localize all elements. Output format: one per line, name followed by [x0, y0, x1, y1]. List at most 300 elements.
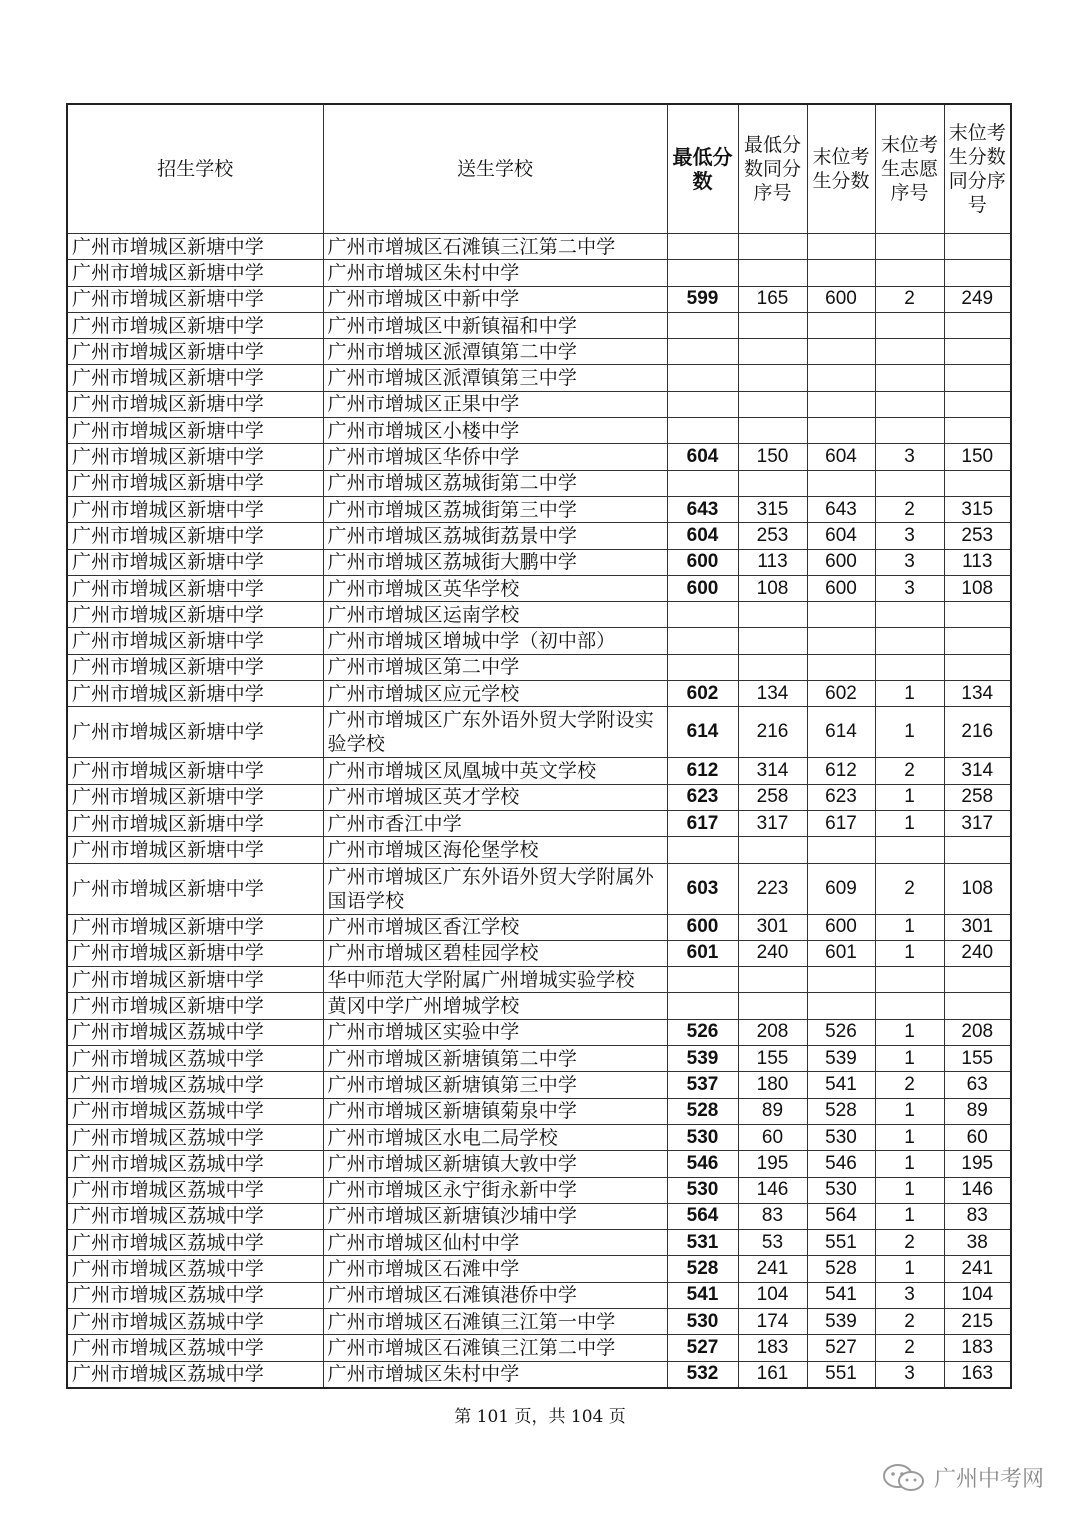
score-detail-cell — [944, 628, 1011, 654]
min-score-cell: 602 — [667, 681, 738, 707]
min-score-cell — [667, 391, 738, 417]
score-detail-cell: 1 — [875, 1098, 944, 1124]
score-detail-cell: 1 — [875, 1046, 944, 1072]
min-score-cell — [667, 837, 738, 863]
score-detail-cell — [807, 470, 875, 496]
header-cell: 招生学校 — [67, 104, 323, 234]
score-detail-cell: 195 — [944, 1151, 1011, 1177]
score-detail-cell: 2 — [875, 1230, 944, 1256]
score-detail-cell — [738, 993, 807, 1019]
score-detail-cell — [807, 654, 875, 680]
watermark — [882, 1462, 1044, 1493]
score-detail-cell: 643 — [807, 496, 875, 522]
table-row — [67, 1177, 1011, 1203]
min-score-cell: 539 — [667, 1046, 738, 1072]
score-detail-cell: 1 — [875, 1124, 944, 1150]
recruiting-school-cell: 广州市增城区新塘中学 — [67, 444, 323, 470]
recruiting-school-cell: 广州市增城区新塘中学 — [67, 863, 323, 914]
sending-school-cell: 黄冈中学广州增城学校 — [323, 993, 667, 1019]
score-detail-cell: 2 — [875, 1308, 944, 1334]
min-score-cell: 600 — [667, 575, 738, 601]
score-detail-cell: 528 — [807, 1256, 875, 1282]
score-detail-cell — [738, 391, 807, 417]
score-detail-cell: 208 — [944, 1019, 1011, 1045]
min-score-cell: 541 — [667, 1282, 738, 1308]
score-detail-cell: 113 — [738, 549, 807, 575]
recruiting-school-cell: 广州市增城区新塘中学 — [67, 940, 323, 966]
score-detail-cell: 2 — [875, 758, 944, 784]
score-detail-cell: 617 — [807, 810, 875, 836]
sending-school-cell: 广州市增城区新塘镇大敦中学 — [323, 1151, 667, 1177]
score-detail-cell — [944, 391, 1011, 417]
min-score-cell — [667, 470, 738, 496]
score-detail-cell: 258 — [738, 784, 807, 810]
recruiting-school-cell: 广州市增城区荔城中学 — [67, 1046, 323, 1072]
min-score-cell: 614 — [667, 707, 738, 758]
min-score-cell: 617 — [667, 810, 738, 836]
recruiting-school-cell: 广州市增城区新塘中学 — [67, 914, 323, 940]
score-detail-cell — [875, 967, 944, 993]
score-detail-cell: 1 — [875, 914, 944, 940]
score-detail-cell: 104 — [738, 1282, 807, 1308]
table-row — [67, 1230, 1011, 1256]
score-detail-cell — [875, 993, 944, 1019]
score-detail-cell: 604 — [807, 444, 875, 470]
score-detail-cell: 183 — [944, 1335, 1011, 1361]
score-detail-cell — [738, 628, 807, 654]
score-detail-cell — [807, 365, 875, 391]
min-score-cell: 623 — [667, 784, 738, 810]
recruiting-school-cell: 广州市增城区新塘中学 — [67, 758, 323, 784]
header-row — [67, 104, 1011, 234]
score-detail-cell — [807, 339, 875, 365]
score-detail-cell: 104 — [944, 1282, 1011, 1308]
score-detail-cell: 314 — [944, 758, 1011, 784]
score-detail-cell: 564 — [807, 1203, 875, 1229]
min-score-cell: 604 — [667, 444, 738, 470]
table-row — [67, 575, 1011, 601]
score-detail-cell — [944, 602, 1011, 628]
score-detail-cell — [738, 837, 807, 863]
min-score-cell: 599 — [667, 286, 738, 312]
table-row — [67, 1361, 1011, 1388]
recruiting-school-cell: 广州市增城区新塘中学 — [67, 339, 323, 365]
table-row — [67, 681, 1011, 707]
score-detail-cell — [944, 260, 1011, 286]
recruiting-school-cell: 广州市增城区新塘中学 — [67, 496, 323, 522]
table-row — [67, 863, 1011, 914]
recruiting-school-cell: 广州市增城区荔城中学 — [67, 1335, 323, 1361]
score-detail-cell: 541 — [807, 1282, 875, 1308]
table-row — [67, 602, 1011, 628]
score-detail-cell: 539 — [807, 1046, 875, 1072]
score-detail-cell: 551 — [807, 1361, 875, 1388]
score-detail-cell — [875, 365, 944, 391]
score-detail-cell: 600 — [807, 286, 875, 312]
sending-school-cell: 广州市增城区新塘镇菊泉中学 — [323, 1098, 667, 1124]
header-cell: 最低分数同分序号 — [738, 104, 807, 234]
sending-school-cell: 广州市增城区朱村中学 — [323, 260, 667, 286]
recruiting-school-cell: 广州市增城区荔城中学 — [67, 1256, 323, 1282]
table-row — [67, 1335, 1011, 1361]
score-detail-cell: 315 — [738, 496, 807, 522]
score-detail-cell: 63 — [944, 1072, 1011, 1098]
recruiting-school-cell: 广州市增城区新塘中学 — [67, 312, 323, 338]
recruiting-school-cell: 广州市增城区新塘中学 — [67, 810, 323, 836]
score-detail-cell — [875, 602, 944, 628]
recruiting-school-cell: 广州市增城区荔城中学 — [67, 1282, 323, 1308]
score-detail-cell: 53 — [738, 1230, 807, 1256]
min-score-cell: 528 — [667, 1098, 738, 1124]
table-row — [67, 1019, 1011, 1045]
table-row — [67, 234, 1011, 260]
table-row — [67, 1098, 1011, 1124]
min-score-cell — [667, 654, 738, 680]
recruiting-school-cell: 广州市增城区新塘中学 — [67, 365, 323, 391]
table-row — [67, 339, 1011, 365]
min-score-cell — [667, 365, 738, 391]
score-detail-cell — [738, 365, 807, 391]
score-detail-cell: 2 — [875, 286, 944, 312]
sending-school-cell: 广州市增城区小楼中学 — [323, 418, 667, 444]
sending-school-cell: 华中师范大学附属广州增城实验学校 — [323, 967, 667, 993]
score-detail-cell: 183 — [738, 1335, 807, 1361]
score-detail-cell: 3 — [875, 1361, 944, 1388]
score-detail-cell — [807, 391, 875, 417]
score-detail-cell: 253 — [738, 523, 807, 549]
sending-school-cell: 广州市增城区应元学校 — [323, 681, 667, 707]
score-detail-cell: 2 — [875, 1072, 944, 1098]
score-detail-cell: 3 — [875, 523, 944, 549]
score-detail-cell — [944, 967, 1011, 993]
score-detail-cell: 612 — [807, 758, 875, 784]
min-score-cell — [667, 339, 738, 365]
score-detail-cell — [944, 339, 1011, 365]
score-detail-cell — [875, 654, 944, 680]
score-detail-cell: 146 — [738, 1177, 807, 1203]
sending-school-cell: 广州市增城区荔城街大鹏中学 — [323, 549, 667, 575]
score-detail-cell: 108 — [944, 575, 1011, 601]
score-detail-cell — [738, 234, 807, 260]
page-number: 第 101 页，共 104 页 — [454, 1407, 626, 1427]
score-detail-cell — [875, 339, 944, 365]
score-detail-cell — [738, 418, 807, 444]
score-detail-cell: 83 — [738, 1203, 807, 1229]
table-row — [67, 1046, 1011, 1072]
table-row — [67, 1151, 1011, 1177]
score-detail-cell: 155 — [944, 1046, 1011, 1072]
min-score-cell: 530 — [667, 1124, 738, 1150]
recruiting-school-cell: 广州市增城区荔城中学 — [67, 1230, 323, 1256]
recruiting-school-cell: 广州市增城区新塘中学 — [67, 993, 323, 1019]
score-detail-cell: 216 — [944, 707, 1011, 758]
table-row — [67, 444, 1011, 470]
score-detail-cell: 108 — [944, 863, 1011, 914]
score-detail-cell: 3 — [875, 575, 944, 601]
score-detail-cell: 258 — [944, 784, 1011, 810]
table-row — [67, 837, 1011, 863]
score-detail-cell: 602 — [807, 681, 875, 707]
score-detail-cell — [944, 837, 1011, 863]
min-score-cell: 527 — [667, 1335, 738, 1361]
score-detail-cell: 1 — [875, 940, 944, 966]
recruiting-school-cell: 广州市增城区新塘中学 — [67, 575, 323, 601]
score-detail-cell: 134 — [944, 681, 1011, 707]
score-detail-cell: 155 — [738, 1046, 807, 1072]
min-score-cell: 612 — [667, 758, 738, 784]
score-detail-cell: 216 — [738, 707, 807, 758]
header-cell: 末位考生分数 — [807, 104, 875, 234]
sending-school-cell: 广州市增城区新塘镇第二中学 — [323, 1046, 667, 1072]
recruiting-school-cell: 广州市增城区新塘中学 — [67, 418, 323, 444]
table-row — [67, 654, 1011, 680]
sending-school-cell: 广州市增城区碧桂园学校 — [323, 940, 667, 966]
header-cell: 末位考生志愿序号 — [875, 104, 944, 234]
table-row — [67, 365, 1011, 391]
table-row — [67, 260, 1011, 286]
sending-school-cell: 广州市增城区派潭镇第二中学 — [323, 339, 667, 365]
table-row — [67, 993, 1011, 1019]
score-detail-cell: 604 — [807, 523, 875, 549]
score-detail-cell — [875, 628, 944, 654]
score-detail-cell: 315 — [944, 496, 1011, 522]
table-row — [67, 549, 1011, 575]
score-detail-cell: 89 — [738, 1098, 807, 1124]
score-detail-cell — [944, 418, 1011, 444]
score-detail-cell: 546 — [807, 1151, 875, 1177]
score-detail-cell: 249 — [944, 286, 1011, 312]
score-detail-cell: 301 — [944, 914, 1011, 940]
table-row — [67, 810, 1011, 836]
score-detail-cell: 541 — [807, 1072, 875, 1098]
header-cell: 最低分数 — [667, 104, 738, 234]
recruiting-school-cell: 广州市增城区荔城中学 — [67, 1098, 323, 1124]
sending-school-cell: 广州市增城区石滩中学 — [323, 1256, 667, 1282]
score-detail-cell — [875, 418, 944, 444]
score-detail-cell: 60 — [944, 1124, 1011, 1150]
min-score-cell — [667, 418, 738, 444]
min-score-cell: 528 — [667, 1256, 738, 1282]
recruiting-school-cell: 广州市增城区荔城中学 — [67, 1308, 323, 1334]
recruiting-school-cell: 广州市增城区新塘中学 — [67, 967, 323, 993]
sending-school-cell: 广州市香江中学 — [323, 810, 667, 836]
score-detail-cell — [807, 418, 875, 444]
score-detail-cell — [807, 234, 875, 260]
sending-school-cell: 广州市增城区荔城街第二中学 — [323, 470, 667, 496]
score-detail-cell: 530 — [807, 1124, 875, 1150]
score-detail-cell — [875, 312, 944, 338]
min-score-cell: 530 — [667, 1177, 738, 1203]
recruiting-school-cell: 广州市增城区新塘中学 — [67, 837, 323, 863]
min-score-cell: 531 — [667, 1230, 738, 1256]
min-score-cell — [667, 628, 738, 654]
min-score-cell — [667, 260, 738, 286]
score-detail-cell: 3 — [875, 444, 944, 470]
score-detail-cell: 2 — [875, 863, 944, 914]
table-row — [67, 707, 1011, 758]
sending-school-cell: 广州市增城区荔城街荔景中学 — [323, 523, 667, 549]
score-detail-cell: 317 — [738, 810, 807, 836]
sending-school-cell: 广州市增城区第二中学 — [323, 654, 667, 680]
sending-school-cell: 广州市增城区正果中学 — [323, 391, 667, 417]
score-detail-cell — [875, 391, 944, 417]
score-detail-cell: 526 — [807, 1019, 875, 1045]
score-detail-cell: 1 — [875, 1019, 944, 1045]
table-row — [67, 496, 1011, 522]
recruiting-school-cell: 广州市增城区新塘中学 — [67, 234, 323, 260]
recruiting-school-cell: 广州市增城区荔城中学 — [67, 1019, 323, 1045]
score-detail-cell: 1 — [875, 1151, 944, 1177]
recruiting-school-cell: 广州市增城区新塘中学 — [67, 286, 323, 312]
score-detail-cell — [807, 837, 875, 863]
recruiting-school-cell: 广州市增城区荔城中学 — [67, 1177, 323, 1203]
admission-table — [66, 103, 1012, 1389]
sending-school-cell: 广州市增城区广东外语外贸大学附设实验学校 — [323, 707, 667, 758]
sending-school-cell: 广州市增城区派潭镇第三中学 — [323, 365, 667, 391]
recruiting-school-cell: 广州市增城区荔城中学 — [67, 1361, 323, 1388]
score-detail-cell: 317 — [944, 810, 1011, 836]
score-detail-cell — [738, 312, 807, 338]
score-detail-cell: 253 — [944, 523, 1011, 549]
min-score-cell: 537 — [667, 1072, 738, 1098]
score-detail-cell: 161 — [738, 1361, 807, 1388]
min-score-cell: 546 — [667, 1151, 738, 1177]
score-detail-cell: 113 — [944, 549, 1011, 575]
score-detail-cell: 1 — [875, 810, 944, 836]
table-row — [67, 1282, 1011, 1308]
score-detail-cell — [875, 234, 944, 260]
score-detail-cell — [807, 260, 875, 286]
score-detail-cell: 240 — [738, 940, 807, 966]
table-row — [67, 1203, 1011, 1229]
table-row — [67, 914, 1011, 940]
score-detail-cell: 2 — [875, 1335, 944, 1361]
table-row — [67, 784, 1011, 810]
score-detail-cell — [738, 260, 807, 286]
score-detail-cell: 1 — [875, 1177, 944, 1203]
score-detail-cell: 38 — [944, 1230, 1011, 1256]
score-detail-cell: 174 — [738, 1308, 807, 1334]
score-detail-cell: 601 — [807, 940, 875, 966]
sending-school-cell: 广州市增城区运南学校 — [323, 602, 667, 628]
score-detail-cell: 240 — [944, 940, 1011, 966]
sending-school-cell: 广州市增城区广东外语外贸大学附属外国语学校 — [323, 863, 667, 914]
score-detail-cell — [944, 365, 1011, 391]
score-detail-cell: 146 — [944, 1177, 1011, 1203]
score-detail-cell: 165 — [738, 286, 807, 312]
min-score-cell: 530 — [667, 1308, 738, 1334]
score-detail-cell — [738, 470, 807, 496]
table-row — [67, 391, 1011, 417]
score-detail-cell: 1 — [875, 681, 944, 707]
recruiting-school-cell: 广州市增城区荔城中学 — [67, 1072, 323, 1098]
score-detail-cell — [807, 628, 875, 654]
score-detail-cell — [875, 470, 944, 496]
min-score-cell — [667, 312, 738, 338]
score-detail-cell: 3 — [875, 1282, 944, 1308]
sending-school-cell: 广州市增城区增城中学（初中部） — [323, 628, 667, 654]
recruiting-school-cell: 广州市增城区新塘中学 — [67, 602, 323, 628]
score-detail-cell: 528 — [807, 1098, 875, 1124]
sending-school-cell: 广州市增城区朱村中学 — [323, 1361, 667, 1388]
sending-school-cell: 广州市增城区英才学校 — [323, 784, 667, 810]
score-detail-cell: 241 — [944, 1256, 1011, 1282]
score-detail-cell: 180 — [738, 1072, 807, 1098]
score-detail-cell: 600 — [807, 549, 875, 575]
table-row — [67, 1072, 1011, 1098]
sending-school-cell: 广州市增城区新塘镇沙埔中学 — [323, 1203, 667, 1229]
score-detail-cell: 609 — [807, 863, 875, 914]
score-detail-cell — [738, 602, 807, 628]
score-detail-cell: 195 — [738, 1151, 807, 1177]
sending-school-cell: 广州市增城区永宁街永新中学 — [323, 1177, 667, 1203]
min-score-cell: 526 — [667, 1019, 738, 1045]
table-row — [67, 758, 1011, 784]
sending-school-cell: 广州市增城区石滩镇三江第二中学 — [323, 1335, 667, 1361]
score-detail-cell — [875, 260, 944, 286]
sending-school-cell: 广州市增城区实验中学 — [323, 1019, 667, 1045]
sending-school-cell: 广州市增城区香江学校 — [323, 914, 667, 940]
score-detail-cell: 150 — [738, 444, 807, 470]
score-detail-cell: 539 — [807, 1308, 875, 1334]
min-score-cell: 564 — [667, 1203, 738, 1229]
min-score-cell — [667, 967, 738, 993]
min-score-cell: 603 — [667, 863, 738, 914]
score-detail-cell: 623 — [807, 784, 875, 810]
score-detail-cell — [944, 312, 1011, 338]
recruiting-school-cell: 广州市增城区荔城中学 — [67, 1124, 323, 1150]
recruiting-school-cell: 广州市增城区新塘中学 — [67, 681, 323, 707]
recruiting-school-cell: 广州市增城区荔城中学 — [67, 1203, 323, 1229]
wechat-icon — [882, 1463, 926, 1493]
min-score-cell: 604 — [667, 523, 738, 549]
sending-school-cell: 广州市增城区荔城街第三中学 — [323, 496, 667, 522]
recruiting-school-cell: 广州市增城区新塘中学 — [67, 523, 323, 549]
score-detail-cell: 2 — [875, 496, 944, 522]
score-detail-cell — [875, 837, 944, 863]
table-row — [67, 312, 1011, 338]
score-detail-cell: 1 — [875, 784, 944, 810]
table-row — [67, 418, 1011, 444]
table-row — [67, 628, 1011, 654]
score-detail-cell: 551 — [807, 1230, 875, 1256]
score-detail-cell: 600 — [807, 914, 875, 940]
sending-school-cell: 广州市增城区英华学校 — [323, 575, 667, 601]
sending-school-cell: 广州市增城区石滩镇三江第二中学 — [323, 234, 667, 260]
min-score-cell: 600 — [667, 549, 738, 575]
score-detail-cell: 223 — [738, 863, 807, 914]
min-score-cell — [667, 602, 738, 628]
table-row — [67, 967, 1011, 993]
score-detail-cell — [944, 993, 1011, 1019]
score-detail-cell: 530 — [807, 1177, 875, 1203]
sending-school-cell: 广州市增城区石滩镇三江第一中学 — [323, 1308, 667, 1334]
sending-school-cell: 广州市增城区海伦堡学校 — [323, 837, 667, 863]
score-detail-cell: 1 — [875, 707, 944, 758]
sending-school-cell: 广州市增城区新塘镇第三中学 — [323, 1072, 667, 1098]
score-detail-cell — [807, 967, 875, 993]
recruiting-school-cell: 广州市增城区新塘中学 — [67, 260, 323, 286]
sending-school-cell: 广州市增城区中新中学 — [323, 286, 667, 312]
table-body — [67, 234, 1011, 1388]
score-detail-cell — [944, 470, 1011, 496]
score-detail-cell — [738, 654, 807, 680]
sending-school-cell: 广州市增城区凤凰城中英文学校 — [323, 758, 667, 784]
min-score-cell: 532 — [667, 1361, 738, 1388]
score-detail-cell: 89 — [944, 1098, 1011, 1124]
score-detail-cell: 614 — [807, 707, 875, 758]
min-score-cell: 601 — [667, 940, 738, 966]
